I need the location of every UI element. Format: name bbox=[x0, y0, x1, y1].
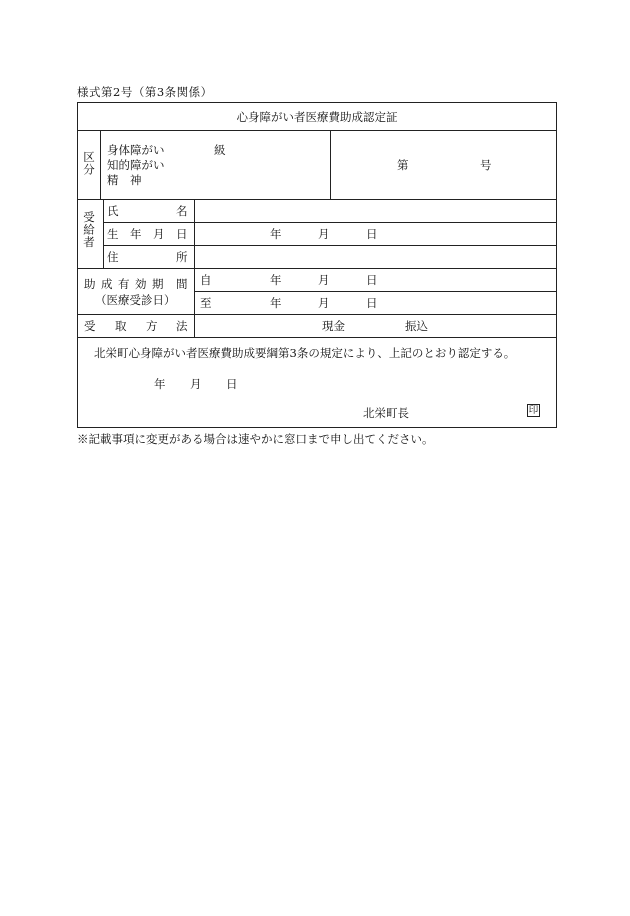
category-grade-unit: 級 bbox=[214, 143, 226, 157]
issue-day-unit: 日 bbox=[226, 377, 238, 391]
from-day-unit: 日 bbox=[366, 273, 378, 287]
name-label-2: 名 bbox=[176, 204, 188, 218]
divider bbox=[78, 268, 556, 269]
issue-month-unit: 月 bbox=[190, 377, 202, 391]
form-title: 心身障がい者医療費助成認定証 bbox=[236, 110, 398, 124]
address-label-1: 住 bbox=[107, 250, 119, 264]
validity-label-0: 助 bbox=[84, 277, 96, 291]
method-label-2: 方 bbox=[146, 319, 158, 333]
method-label-0: 受 bbox=[84, 319, 96, 333]
certificate-number-suffix: 号 bbox=[480, 158, 492, 172]
method-cash-option: 現金 bbox=[322, 319, 345, 333]
birth-day-unit: 日 bbox=[366, 227, 378, 241]
validity-sub-label: （医療受診日） bbox=[95, 293, 176, 307]
method-label-1: 取 bbox=[115, 319, 127, 333]
footnote: ※記載事項に変更がある場合は速やかに窓口まで申し出てください。 bbox=[77, 432, 434, 446]
birth-label-2: 月 bbox=[153, 227, 165, 241]
from-month-unit: 月 bbox=[318, 273, 330, 287]
category-mental: 精 神 bbox=[107, 173, 142, 187]
to-year-unit: 年 bbox=[270, 296, 282, 310]
divider bbox=[330, 130, 331, 199]
divider bbox=[78, 314, 556, 315]
birth-label-1: 年 bbox=[130, 227, 142, 241]
certificate-form bbox=[77, 102, 557, 428]
form-number-heading: 様式第2号（第3条関係） bbox=[77, 85, 213, 99]
seal-mark: 印 bbox=[528, 405, 539, 416]
validity-label-5: 間 bbox=[176, 277, 188, 291]
divider bbox=[100, 130, 101, 199]
validity-label-1: 成 bbox=[101, 277, 113, 291]
method-label-3: 法 bbox=[176, 319, 188, 333]
method-transfer-option: 振込 bbox=[405, 319, 428, 333]
validity-label-2: 有 bbox=[118, 277, 130, 291]
divider bbox=[103, 199, 104, 268]
validity-from-label: 自 bbox=[200, 273, 212, 287]
divider bbox=[194, 199, 195, 337]
category-physical: 身体障がい bbox=[107, 143, 165, 157]
divider bbox=[78, 199, 556, 200]
category-label: 区分 bbox=[82, 151, 96, 176]
category-intellectual: 知的障がい bbox=[107, 158, 165, 172]
recipient-label: 受給者 bbox=[82, 211, 96, 249]
certification-statement: 北栄町心身障がい者医療費助成要綱第3条の規定により、上記のとおり認定する。 bbox=[94, 346, 516, 360]
to-month-unit: 月 bbox=[318, 296, 330, 310]
birth-label-0: 生 bbox=[107, 227, 119, 241]
divider bbox=[194, 291, 556, 292]
certificate-number-prefix: 第 bbox=[397, 158, 409, 172]
divider bbox=[78, 337, 556, 338]
divider bbox=[78, 130, 556, 131]
validity-to-label: 至 bbox=[200, 296, 212, 310]
birth-year-unit: 年 bbox=[270, 227, 282, 241]
divider bbox=[103, 245, 556, 246]
divider bbox=[103, 222, 556, 223]
validity-label-3: 効 bbox=[135, 277, 147, 291]
birth-month-unit: 月 bbox=[318, 227, 330, 241]
birth-label-3: 日 bbox=[176, 227, 188, 241]
issuer-title: 北栄町長 bbox=[363, 406, 409, 420]
from-year-unit: 年 bbox=[270, 273, 282, 287]
issue-year-unit: 年 bbox=[154, 377, 166, 391]
address-label-2: 所 bbox=[176, 250, 188, 264]
name-label-1: 氏 bbox=[107, 204, 119, 218]
validity-label-4: 期 bbox=[152, 277, 164, 291]
to-day-unit: 日 bbox=[366, 296, 378, 310]
